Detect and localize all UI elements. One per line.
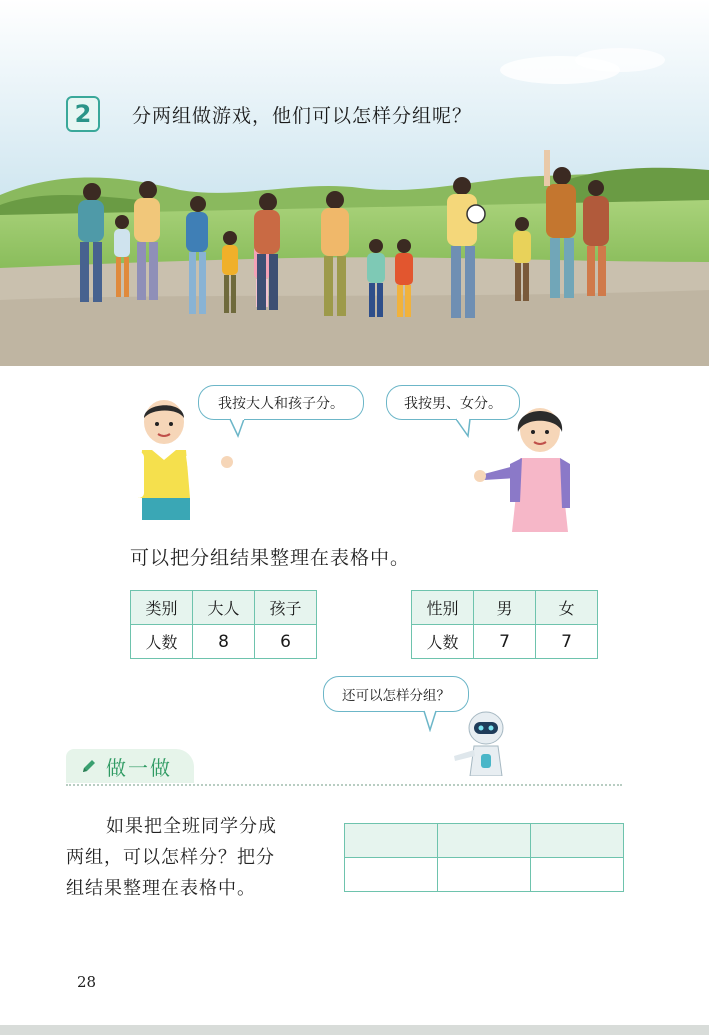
gender-table-header-male: 男 — [474, 591, 536, 625]
girl-figure — [470, 404, 582, 536]
gender-table-female-count: 7 — [536, 625, 598, 659]
blank-cell[interactable] — [345, 858, 438, 892]
age-group-table — [130, 590, 317, 659]
age-table-header-child: 孩子 — [255, 591, 317, 625]
park-illustration — [0, 0, 709, 366]
blank-cell[interactable] — [438, 824, 531, 858]
boy-speech-text: 我按大人和孩子分。 — [218, 395, 344, 412]
age-table-child-count: 6 — [255, 625, 317, 659]
gender-group-table — [411, 590, 598, 659]
exercise-line-3: 组结果整理在表格中。 — [66, 878, 256, 899]
exercise-line-1: 如果把全班同学分成 — [106, 816, 277, 837]
practice-section-label: 做一做 — [106, 755, 172, 780]
robot-figure — [448, 708, 514, 776]
girl-speech-text: 我按男、女分。 — [404, 395, 502, 412]
girl-bubble-tail — [454, 418, 476, 438]
age-table-row-label: 人数 — [131, 625, 193, 659]
boy-speech-bubble — [198, 385, 364, 420]
blank-cell[interactable] — [531, 824, 624, 858]
gender-table-header-category: 性别 — [412, 591, 474, 625]
boy-bubble-tail — [228, 418, 250, 438]
page-number: 28 — [77, 973, 97, 991]
girl-speech-bubble — [386, 385, 520, 420]
age-table-header-category: 类别 — [131, 591, 193, 625]
gender-table-header-female: 女 — [536, 591, 598, 625]
robot-speech-bubble — [323, 676, 469, 712]
bottom-bar — [0, 1025, 709, 1035]
gender-table-row-label: 人数 — [412, 625, 474, 659]
blank-cell[interactable] — [345, 824, 438, 858]
task-number-badge: 2 — [66, 96, 100, 132]
robot-bubble-tail — [422, 710, 442, 732]
blank-cell[interactable] — [531, 858, 624, 892]
age-table-adult-count: 8 — [193, 625, 255, 659]
blank-cell[interactable] — [438, 858, 531, 892]
robot-speech-text: 还可以怎样分组？ — [342, 688, 450, 704]
section-divider — [66, 784, 622, 786]
task-question: 分两组做游戏，他们可以怎样分组呢？ — [132, 105, 473, 127]
blank-answer-table[interactable] — [344, 823, 624, 892]
summary-sentence: 可以把分组结果整理在表格中。 — [130, 547, 411, 569]
gender-table-male-count: 7 — [474, 625, 536, 659]
pencil-icon — [80, 757, 98, 775]
age-table-header-adult: 大人 — [193, 591, 255, 625]
exercise-line-2: 两组，可以怎样分？把分 — [66, 847, 275, 868]
practice-section-tab — [66, 749, 194, 783]
practice-exercise-text — [66, 811, 316, 904]
